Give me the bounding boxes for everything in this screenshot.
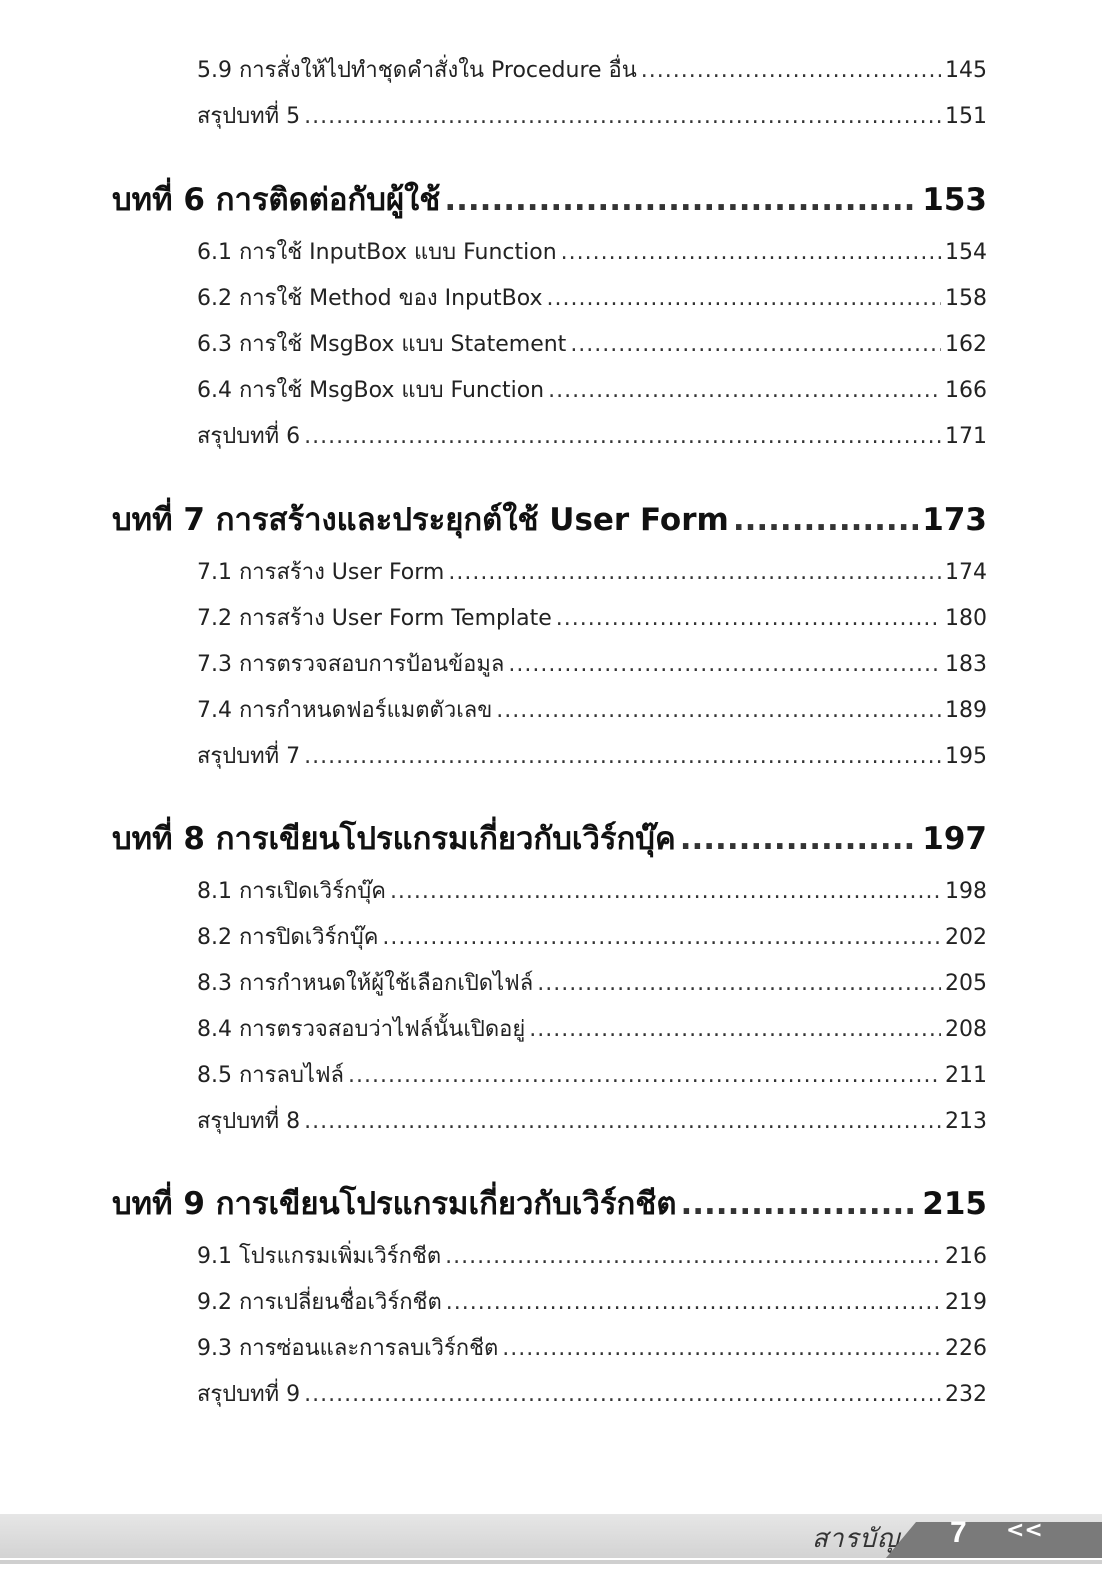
chapter-title: บทที่ 7 การสร้างและประยุกต์ใช้ User Form	[112, 502, 729, 538]
chapter-page: 197	[922, 821, 987, 857]
chapter-page: 173	[922, 502, 987, 538]
chapter-title: บทที่ 8 การเขียนโปรแกรมเกี่ยวกับเวิร์กบุ๊ค	[112, 821, 676, 857]
footer-divider	[0, 1560, 1102, 1564]
toc-entry-page: 198	[945, 879, 987, 904]
chapter-title: บทที่ 6 การติดต่อกับผู้ใช้	[112, 182, 441, 218]
toc-entry-page: 162	[945, 332, 987, 357]
leader-dots	[680, 816, 919, 862]
toc-entry-title: 8.3 การกำหนดให้ผู้ใช้เลือกเปิดไฟล์	[197, 971, 534, 996]
leader-dots	[446, 1286, 941, 1320]
leader-dots	[502, 1332, 941, 1366]
page-number: 7	[950, 1516, 967, 1549]
toc-entry[interactable]	[197, 1240, 987, 1274]
toc-entry-page: 216	[945, 1244, 987, 1269]
toc-entry[interactable]	[197, 1378, 987, 1412]
toc-entry-page: 202	[945, 925, 987, 950]
toc-entry[interactable]	[197, 967, 987, 1001]
leader-dots	[304, 100, 941, 134]
toc-entry-title: 8.5 การลบไฟล์	[197, 1063, 345, 1088]
leader-dots	[304, 420, 941, 454]
toc-entry-page: 208	[945, 1017, 987, 1042]
toc-entry[interactable]	[197, 602, 987, 636]
leader-dots	[641, 54, 941, 88]
toc-entry-page: 232	[945, 1382, 987, 1407]
toc-entry[interactable]	[197, 875, 987, 909]
toc-entry-title: 9.3 การซ่อนและการลบเวิร์กชีต	[197, 1336, 499, 1361]
toc-entry[interactable]	[197, 282, 987, 316]
leader-dots	[537, 967, 941, 1001]
toc-entry-title: 9.2 การเปลี่ยนชื่อเวิร์กชีต	[197, 1290, 442, 1315]
toc-entry-page: 189	[945, 698, 987, 723]
toc-chapter-entry[interactable]	[112, 1181, 987, 1227]
leader-dots	[733, 497, 918, 543]
toc-entry[interactable]	[197, 328, 987, 362]
page-number-tab	[886, 1522, 1102, 1558]
toc-entry[interactable]	[197, 374, 987, 408]
toc-entry[interactable]	[197, 648, 987, 682]
toc-entry[interactable]	[197, 100, 987, 134]
toc-entry[interactable]	[197, 54, 987, 88]
leader-dots	[561, 236, 941, 270]
toc-entry-title: สรุปบทที่ 7	[197, 744, 301, 769]
toc-entry-title: สรุปบทที่ 8	[197, 1109, 301, 1134]
toc-entry-page: 145	[945, 58, 987, 83]
toc-entry-page: 151	[945, 104, 987, 129]
toc-entry-page: 219	[945, 1290, 987, 1315]
page-footer	[0, 1514, 1102, 1558]
toc-entry-title: 6.4 การใช้ MsgBox แบบ Function	[197, 378, 545, 403]
toc-entry[interactable]	[197, 420, 987, 454]
toc-entry-title: 7.1 การสร้าง User Form	[197, 560, 445, 585]
toc-entry-page: 154	[945, 240, 987, 265]
toc-entry[interactable]	[197, 1105, 987, 1139]
leader-dots	[304, 1105, 941, 1139]
leader-dots	[390, 875, 941, 909]
toc-entry-title: 7.2 การสร้าง User Form Template	[197, 606, 552, 631]
toc-entry-page: 166	[945, 378, 987, 403]
leader-dots	[556, 602, 941, 636]
chapter-page: 215	[922, 1186, 987, 1222]
leader-dots	[348, 1059, 941, 1093]
toc-entry-page: 226	[945, 1336, 987, 1361]
toc-chapter-entry[interactable]	[112, 816, 987, 862]
toc-chapter-entry[interactable]	[112, 177, 987, 223]
leader-dots	[547, 282, 942, 316]
toc-entry-page: 180	[945, 606, 987, 631]
chevrons-left-icon[interactable]: <<	[1006, 1518, 1043, 1543]
toc-entry-page: 205	[945, 971, 987, 996]
leader-dots	[444, 177, 918, 223]
toc-entry-title: 6.2 การใช้ Method ของ InputBox	[197, 286, 543, 311]
leader-dots	[445, 1240, 941, 1274]
leader-dots	[304, 740, 941, 774]
leader-dots	[529, 1013, 941, 1047]
toc-entry-title: สรุปบทที่ 6	[197, 424, 301, 449]
toc-entry-title: 5.9 การสั่งให้ไปทำชุดคำสั่งใน Procedure อื่น	[197, 58, 637, 83]
toc-entry[interactable]	[197, 1013, 987, 1047]
toc-entry-title: 6.1 การใช้ InputBox แบบ Function	[197, 240, 557, 265]
chapter-title: บทที่ 9 การเขียนโปรแกรมเกี่ยวกับเวิร์กชีต	[112, 1186, 677, 1222]
toc-entry-title: 7.3 การตรวจสอบการป้อนข้อมูล	[197, 652, 505, 677]
toc-entry-title: 9.1 โปรแกรมเพิ่มเวิร์กชีต	[197, 1244, 442, 1269]
toc-entry[interactable]	[197, 921, 987, 955]
leader-dots	[496, 694, 941, 728]
toc-entry[interactable]	[197, 740, 987, 774]
toc-entry[interactable]	[197, 1059, 987, 1093]
leader-dots	[570, 328, 941, 362]
leader-dots	[508, 648, 941, 682]
leader-dots	[382, 921, 941, 955]
toc-entry-page: 171	[945, 424, 987, 449]
toc-entry-title: 7.4 การกำหนดฟอร์แมตตัวเลข	[197, 698, 493, 723]
toc-entry[interactable]	[197, 556, 987, 590]
toc-entry-title: 8.4 การตรวจสอบว่าไฟล์นั้นเปิดอยู่	[197, 1017, 526, 1042]
chapter-page: 153	[922, 182, 987, 218]
leader-dots	[304, 1378, 941, 1412]
toc-entry[interactable]	[197, 1332, 987, 1366]
toc-entry[interactable]	[197, 236, 987, 270]
footer-section-label: สารบัญ	[812, 1524, 901, 1554]
page-tab-shape	[886, 1522, 1102, 1558]
toc-entry-page: 211	[945, 1063, 987, 1088]
toc-chapter-entry[interactable]	[112, 497, 987, 543]
toc-entry-page: 195	[945, 744, 987, 769]
toc-entry-title: สรุปบทที่ 5	[197, 104, 301, 129]
leader-dots	[448, 556, 941, 590]
toc-entry-page: 183	[945, 652, 987, 677]
toc-entry-page: 174	[945, 560, 987, 585]
toc-entry-title: 8.2 การปิดเวิร์กบุ๊ค	[197, 925, 379, 950]
toc-entry-title: 8.1 การเปิดเวิร์กบุ๊ค	[197, 879, 386, 904]
toc-entry-page: 213	[945, 1109, 987, 1134]
leader-dots	[548, 374, 941, 408]
toc-entry[interactable]	[197, 694, 987, 728]
leader-dots	[680, 1181, 918, 1227]
toc-entry[interactable]	[197, 1286, 987, 1320]
toc-entry-title: สรุปบทที่ 9	[197, 1382, 301, 1407]
toc-entry-title: 6.3 การใช้ MsgBox แบบ Statement	[197, 332, 567, 357]
toc-entry-page: 158	[945, 286, 987, 311]
